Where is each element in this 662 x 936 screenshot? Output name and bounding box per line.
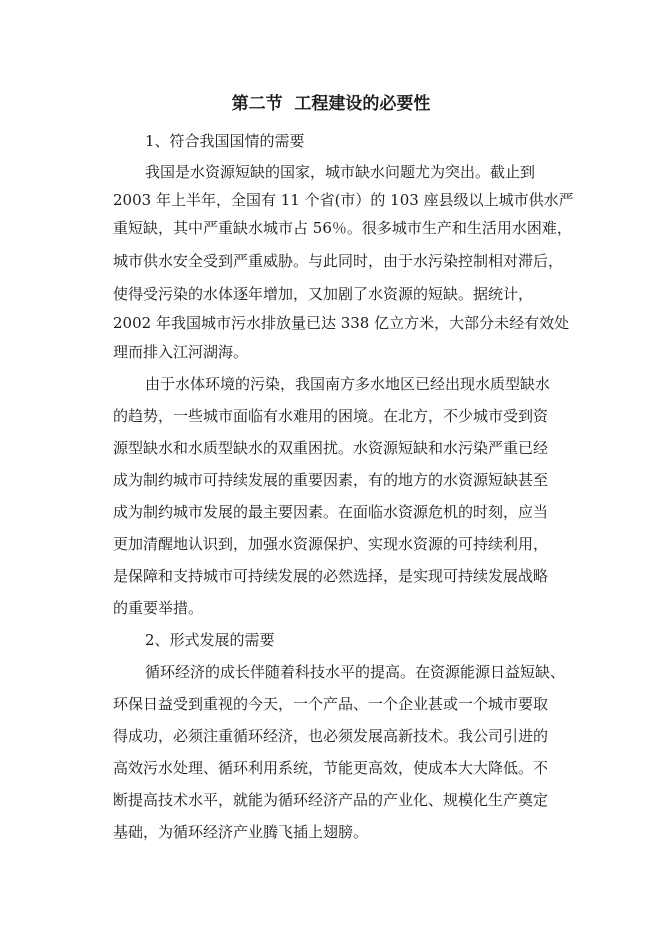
paragraph-line: 2002 年我国城市污水排放量已达 338 亿立方米，大部分未经有效处	[113, 314, 570, 332]
paragraph-line: 理而排入江河湖海。	[113, 343, 249, 361]
paragraph-line: 我国是水资源短缺的国家，城市缺水问题尤为突出。截止到	[145, 163, 536, 181]
paragraph-line: 使得受污染的水体逐年增加，又加剧了水资源的短缺。据统计，	[113, 285, 534, 303]
paragraph-line: 2003 年上半年，全国有 11 个省(市）的 103 座县级以上城市供水严	[113, 191, 574, 209]
paragraph-line: 高效污水处理、循环利用系统，节能更高效，使成本大大降低。不	[113, 759, 549, 777]
paragraph-line: 环保日益受到重视的今天，一个产品、一个企业甚或一个城市要取	[113, 695, 549, 713]
paragraph-line: 源型缺水和水质型缺水的双重困扰。水资源短缺和水污染严重已经	[113, 439, 549, 457]
section-title: 第二节 工程建设的必要性	[231, 94, 431, 114]
paragraph-line: 更加清醒地认识到，加强水资源保护、实现水资源的可持续利用，	[113, 535, 549, 553]
paragraph-line: 城市供水安全受到严重威胁。与此同时，由于水污染控制相对滞后，	[113, 252, 564, 270]
paragraph-line: 重短缺，其中严重缺水城市占 56％。很多城市生产和生活用水困难，	[113, 219, 572, 237]
paragraph-line: 是保障和支持城市可持续发展的必然选择，是实现可持续发展战略	[113, 567, 549, 585]
paragraph-line: 断提高技术水平，就能为循环经济产品的产业化、规模化生产奠定	[113, 791, 549, 809]
paragraph-line: 由于水体环境的污染，我国南方多水地区已经出现水质型缺水	[145, 375, 551, 393]
paragraph-line: 成为制约城市发展的最主要因素。在面临水资源危机的时刻，应当	[113, 503, 549, 521]
paragraph-line: 得成功，必须注重循环经济，也必须发展高新技术。我公司引进的	[113, 727, 549, 745]
paragraph-line: 成为制约城市可持续发展的重要因素，有的地方的水资源短缺甚至	[113, 471, 549, 489]
paragraph-line: 循环经济的成长伴随着科技水平的提高。在资源能源日益短缺、	[145, 663, 566, 681]
paragraph-line: 的重要举措。	[113, 599, 204, 617]
paragraph-line: 的趋势，一些城市面临有水难用的困境。在北方，不少城市受到资	[113, 407, 549, 425]
section2-heading: 2、形式发展的需要	[145, 631, 275, 649]
section1-heading: 1、符合我国国情的需要	[145, 132, 305, 150]
paragraph-line: 基础，为循环经济产业腾飞插上翅膀。	[113, 823, 369, 841]
